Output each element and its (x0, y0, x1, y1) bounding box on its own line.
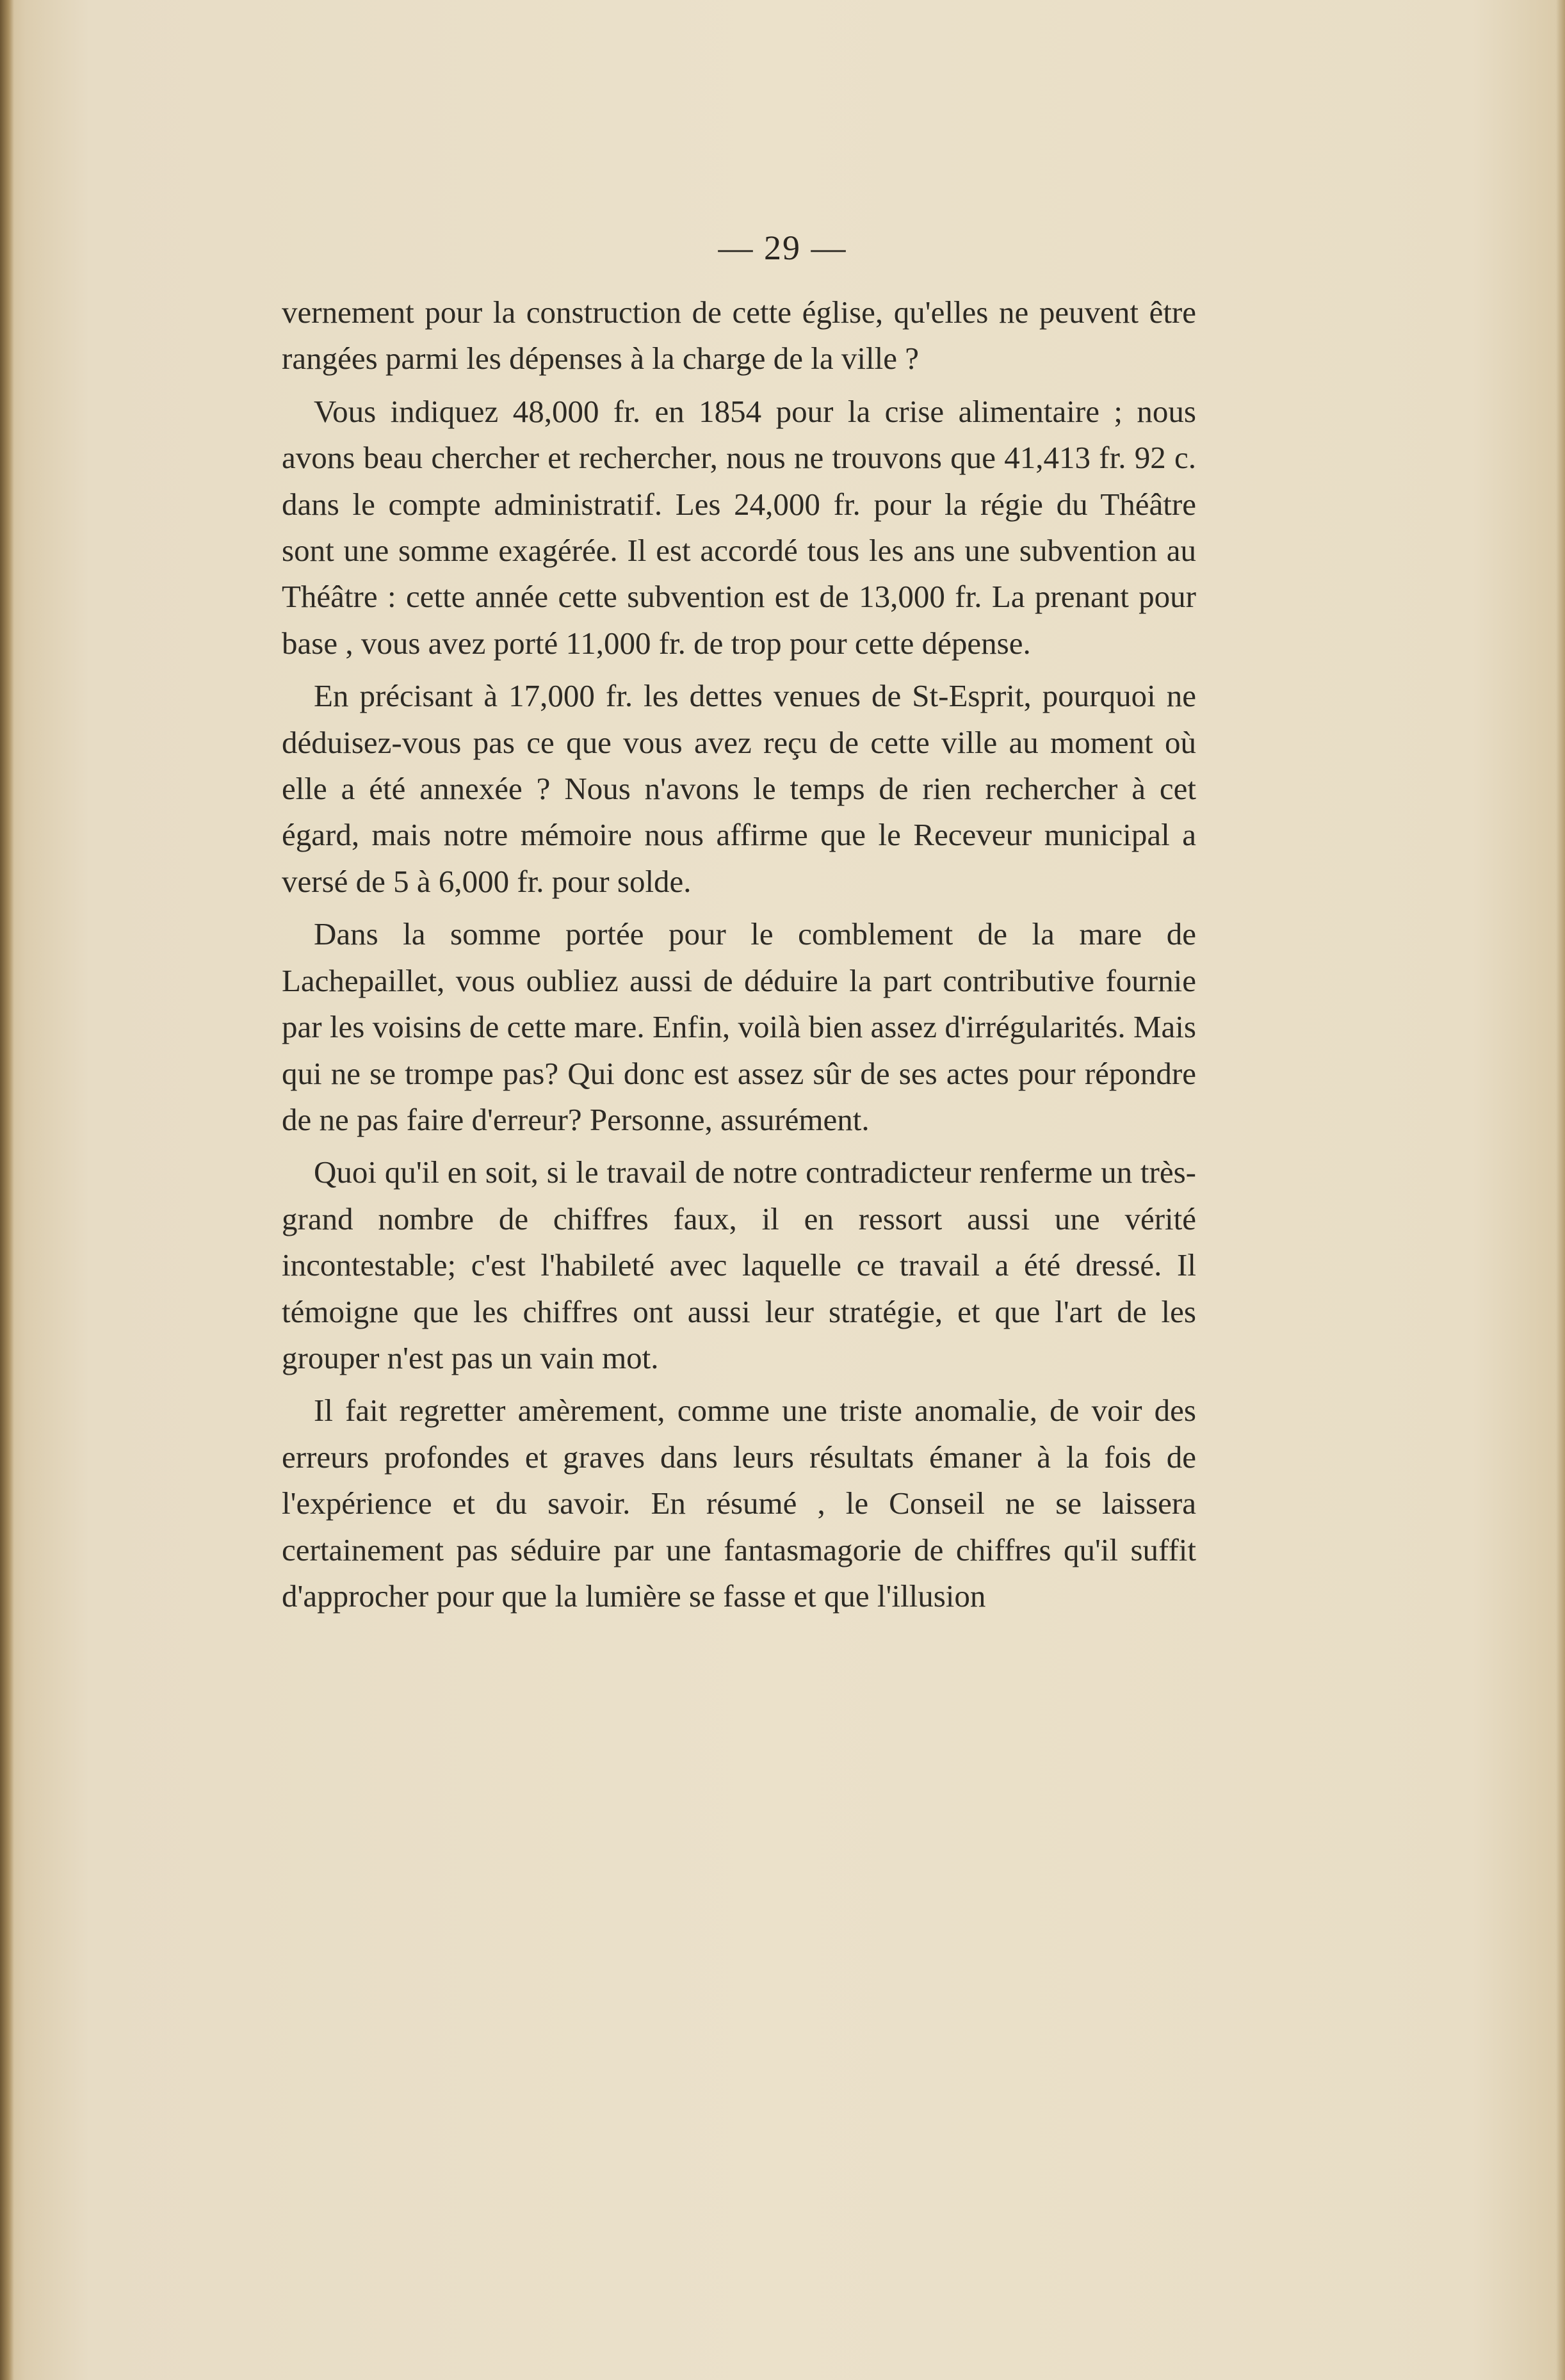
paragraph-dettes-st-esprit: En précisant à 17,000 fr. les dettes venues de St-Esprit, pourquoi ne déduisez-vous pas ce que vous avez reçu de cette ville au moment où elle a été annexée ? Nous n'avons le temps de rien rechercher à cet égard, mais notre mémoire nous affirme que le Receveur municipal a versé de 5 à 6,000 fr. pour solde. (282, 678, 1196, 899)
paragraph-crise-alimentaire: Vous indiquez 48,000 fr. en 1854 pour la crise alimentaire ; nous avons beau chercher et rechercher, nous ne trouvons que 41,413 fr. 92 c. dans le compte administratif. Les 24,000 fr. pour la régie du Théâtre sont une somme exagérée. Il est accordé tous les ans une subvention au Théâtre : cette année cette subvention est de 13,000 fr. La prenant pour base , vous avez porté 11,000 fr. de trop pour cette dépense. (282, 393, 1196, 661)
paragraph-contradicteur: Quoi qu'il en soit, si le travail de notre contradicteur renferme un très-grand nombre de chiffres faux, il en ressort aussi une vérité incontestable; c'est l'habileté avec laquelle ce travail a été dressé. Il témoigne que les chiffres ont aussi leur stratégie, et que l'art de les grouper n'est pas un vain mot. (282, 1154, 1196, 1375)
page-spine-shadow (0, 0, 14, 2380)
page-number: — 29 — (718, 229, 847, 267)
paragraph-mare-lachepaillet: Dans la somme portée pour le comblement de la mare de Lachepaillet, vous oubliez aussi de déduire la part contributive fournie par les voisins de cette mare. Enfin, voilà bien assez d'irrégularités. Mais qui ne se trompe pas? Qui donc est assez sûr de ses actes pour répondre de ne pas faire d'erreur? Personne, assurément. (282, 916, 1196, 1137)
body-text (282, 289, 1196, 1626)
paragraph-resume: Il fait regretter amèrement, comme une triste anomalie, de voir des erreurs profondes et graves dans leurs résultats émaner à la fois de l'expérience et du savoir. En résumé , le Conseil ne se laissera certainement pas séduire par une fantasmagorie de chiffres qu'il suffit d'approcher pour que la lumière se fasse et que l'illusion (282, 1393, 1196, 1614)
paragraph-continuation: vernement pour la construction de cette église, qu'elles ne peuvent être rangées parmi les dépenses à la charge de la ville ? (282, 295, 1196, 376)
page-right-edge (1556, 0, 1565, 2380)
